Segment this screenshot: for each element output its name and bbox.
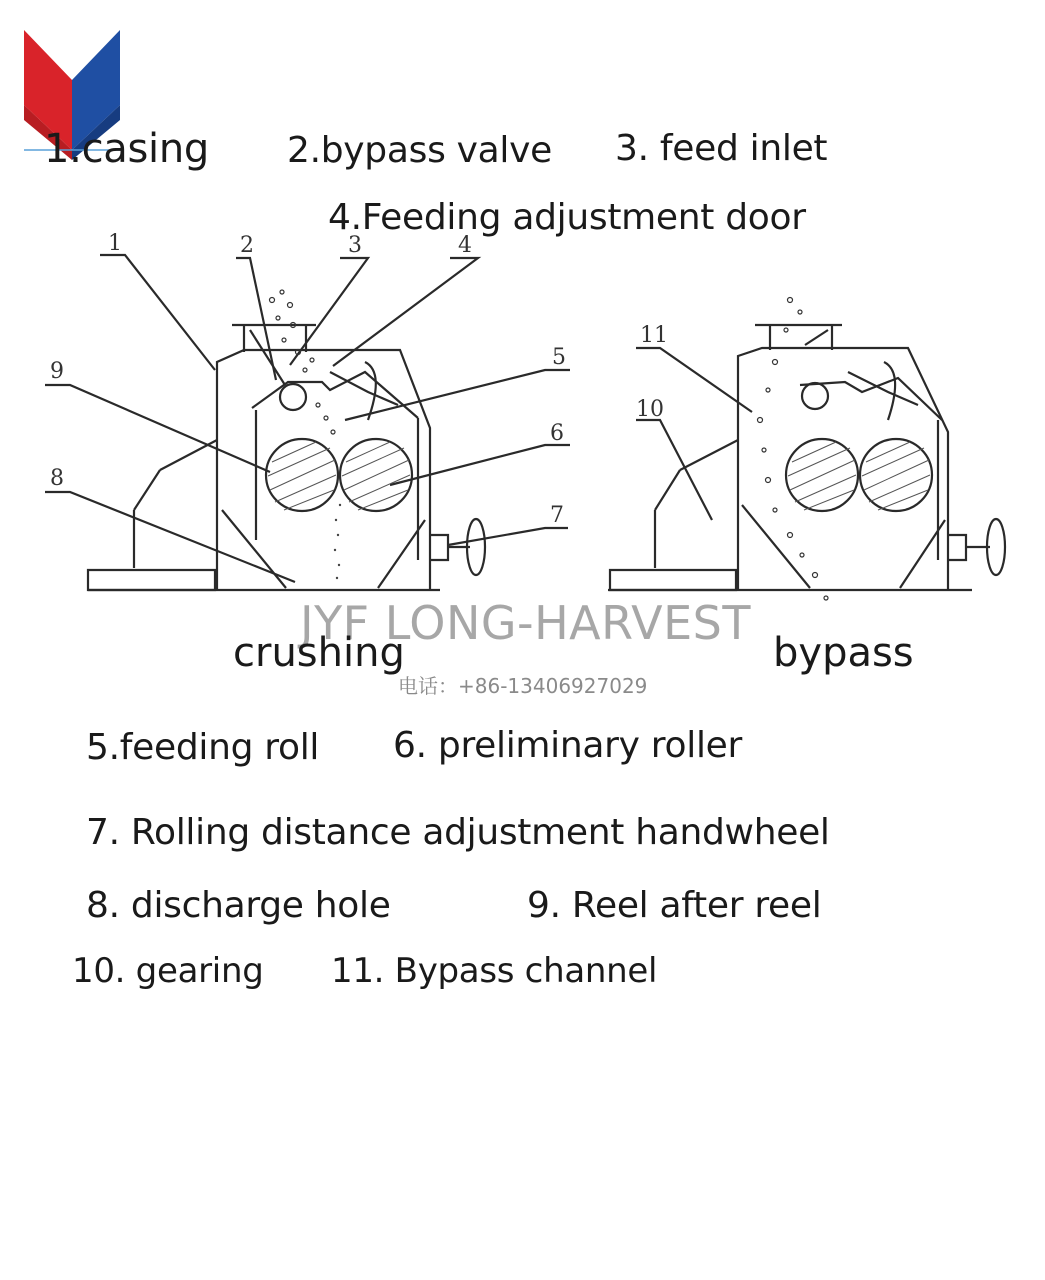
callout-10: 10 bbox=[636, 397, 664, 422]
callout-6: 6 bbox=[550, 421, 564, 446]
label-feeding-adjustment-door: 4.Feeding adjustment door bbox=[328, 197, 806, 238]
callout-3: 3 bbox=[348, 233, 362, 258]
watermark-brand: JYF LONG-HARVEST bbox=[300, 596, 751, 650]
callout-8: 8 bbox=[50, 466, 64, 491]
label-discharge-hole: 8. discharge hole bbox=[86, 885, 391, 926]
label-preliminary-roller: 6. preliminary roller bbox=[393, 725, 742, 766]
label-bypass-valve: 2.bypass valve bbox=[287, 130, 552, 171]
label-feeding-roll: 5.feeding roll bbox=[86, 727, 320, 768]
label-reel-after-reel: 9. Reel after reel bbox=[527, 885, 822, 926]
caption-bypass: bypass bbox=[773, 630, 914, 676]
label-handwheel: 7. Rolling distance adjustment handwheel bbox=[86, 812, 830, 853]
callout-7: 7 bbox=[550, 503, 564, 528]
callout-1: 1 bbox=[108, 231, 122, 256]
label-gearing: 10. gearing bbox=[72, 951, 264, 991]
watermark-phone: 电话：+86-13406927029 bbox=[398, 674, 648, 698]
callout-9: 9 bbox=[50, 359, 64, 384]
callout-11: 11 bbox=[640, 323, 668, 348]
callout-2: 2 bbox=[240, 233, 254, 258]
callout-5: 5 bbox=[552, 345, 566, 370]
label-bypass-channel: 11. Bypass channel bbox=[331, 951, 658, 991]
label-casing: 1.casing bbox=[44, 126, 209, 172]
callout-4: 4 bbox=[458, 233, 472, 258]
label-feed-inlet: 3. feed inlet bbox=[615, 128, 828, 169]
caption-crushing: crushing bbox=[233, 630, 405, 676]
